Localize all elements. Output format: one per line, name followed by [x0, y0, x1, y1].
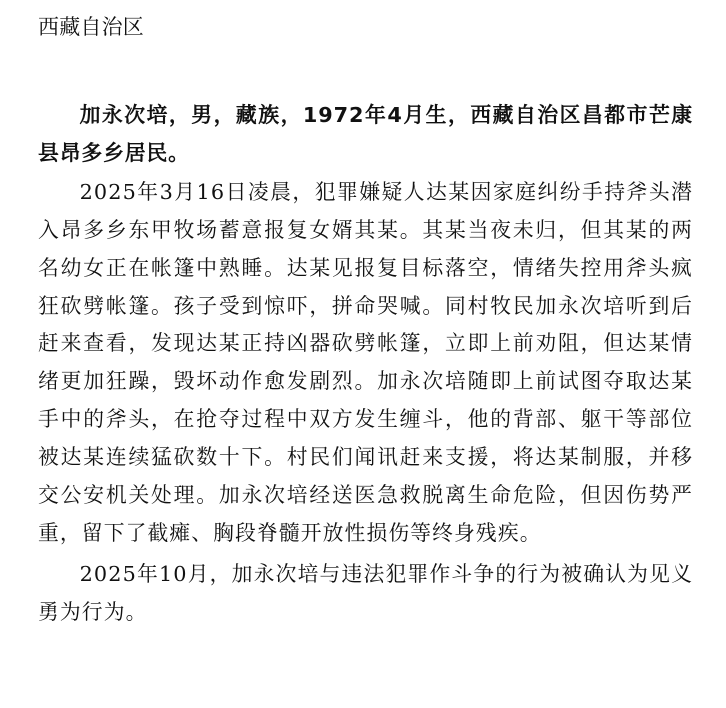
region-title: 西藏自治区	[38, 15, 144, 39]
incident-paragraph: 2025年3月16日凌晨，犯罪嫌疑人达某因家庭纠纷手持斧头潜入昂多乡东甲牧场蓄意报复女婿其某。其某当夜未归，但其某的两名幼女正在帐篷中熟睡。达某见报复目标落空，情绪失控用斧头疯狂砍劈帐篷。孩子受到惊吓，拼命哭喊。同村牧民加永次培听到后赶来查看，发现达某正持凶器砍劈帐篷，立即上前劝阻，但达某情绪更加狂躁，毁坏动作愈发剧烈。加永次培随即上前试图夺取达某手中的斧头，在抢夺过程中双方发生缠斗，他的背部、躯干等部位被达某连续猛砍数十下。村民们闻讯赶来支援，将达某制服，并移交公安机关处理。加永次培经送医急救脱离生命危险，但因伤势严重，留下了截瘫、胸段脊髓开放性损伤等终身残疾。	[38, 179, 693, 545]
recognition-paragraph: 2025年10月，加永次培与违法犯罪作斗争的行为被确认为见义勇为行为。	[38, 561, 693, 624]
article-body	[38, 97, 693, 632]
person-intro-paragraph: 加永次培，男，藏族，1972年4月生，西藏自治区昌都市芒康县昂多乡居民。	[38, 103, 693, 165]
